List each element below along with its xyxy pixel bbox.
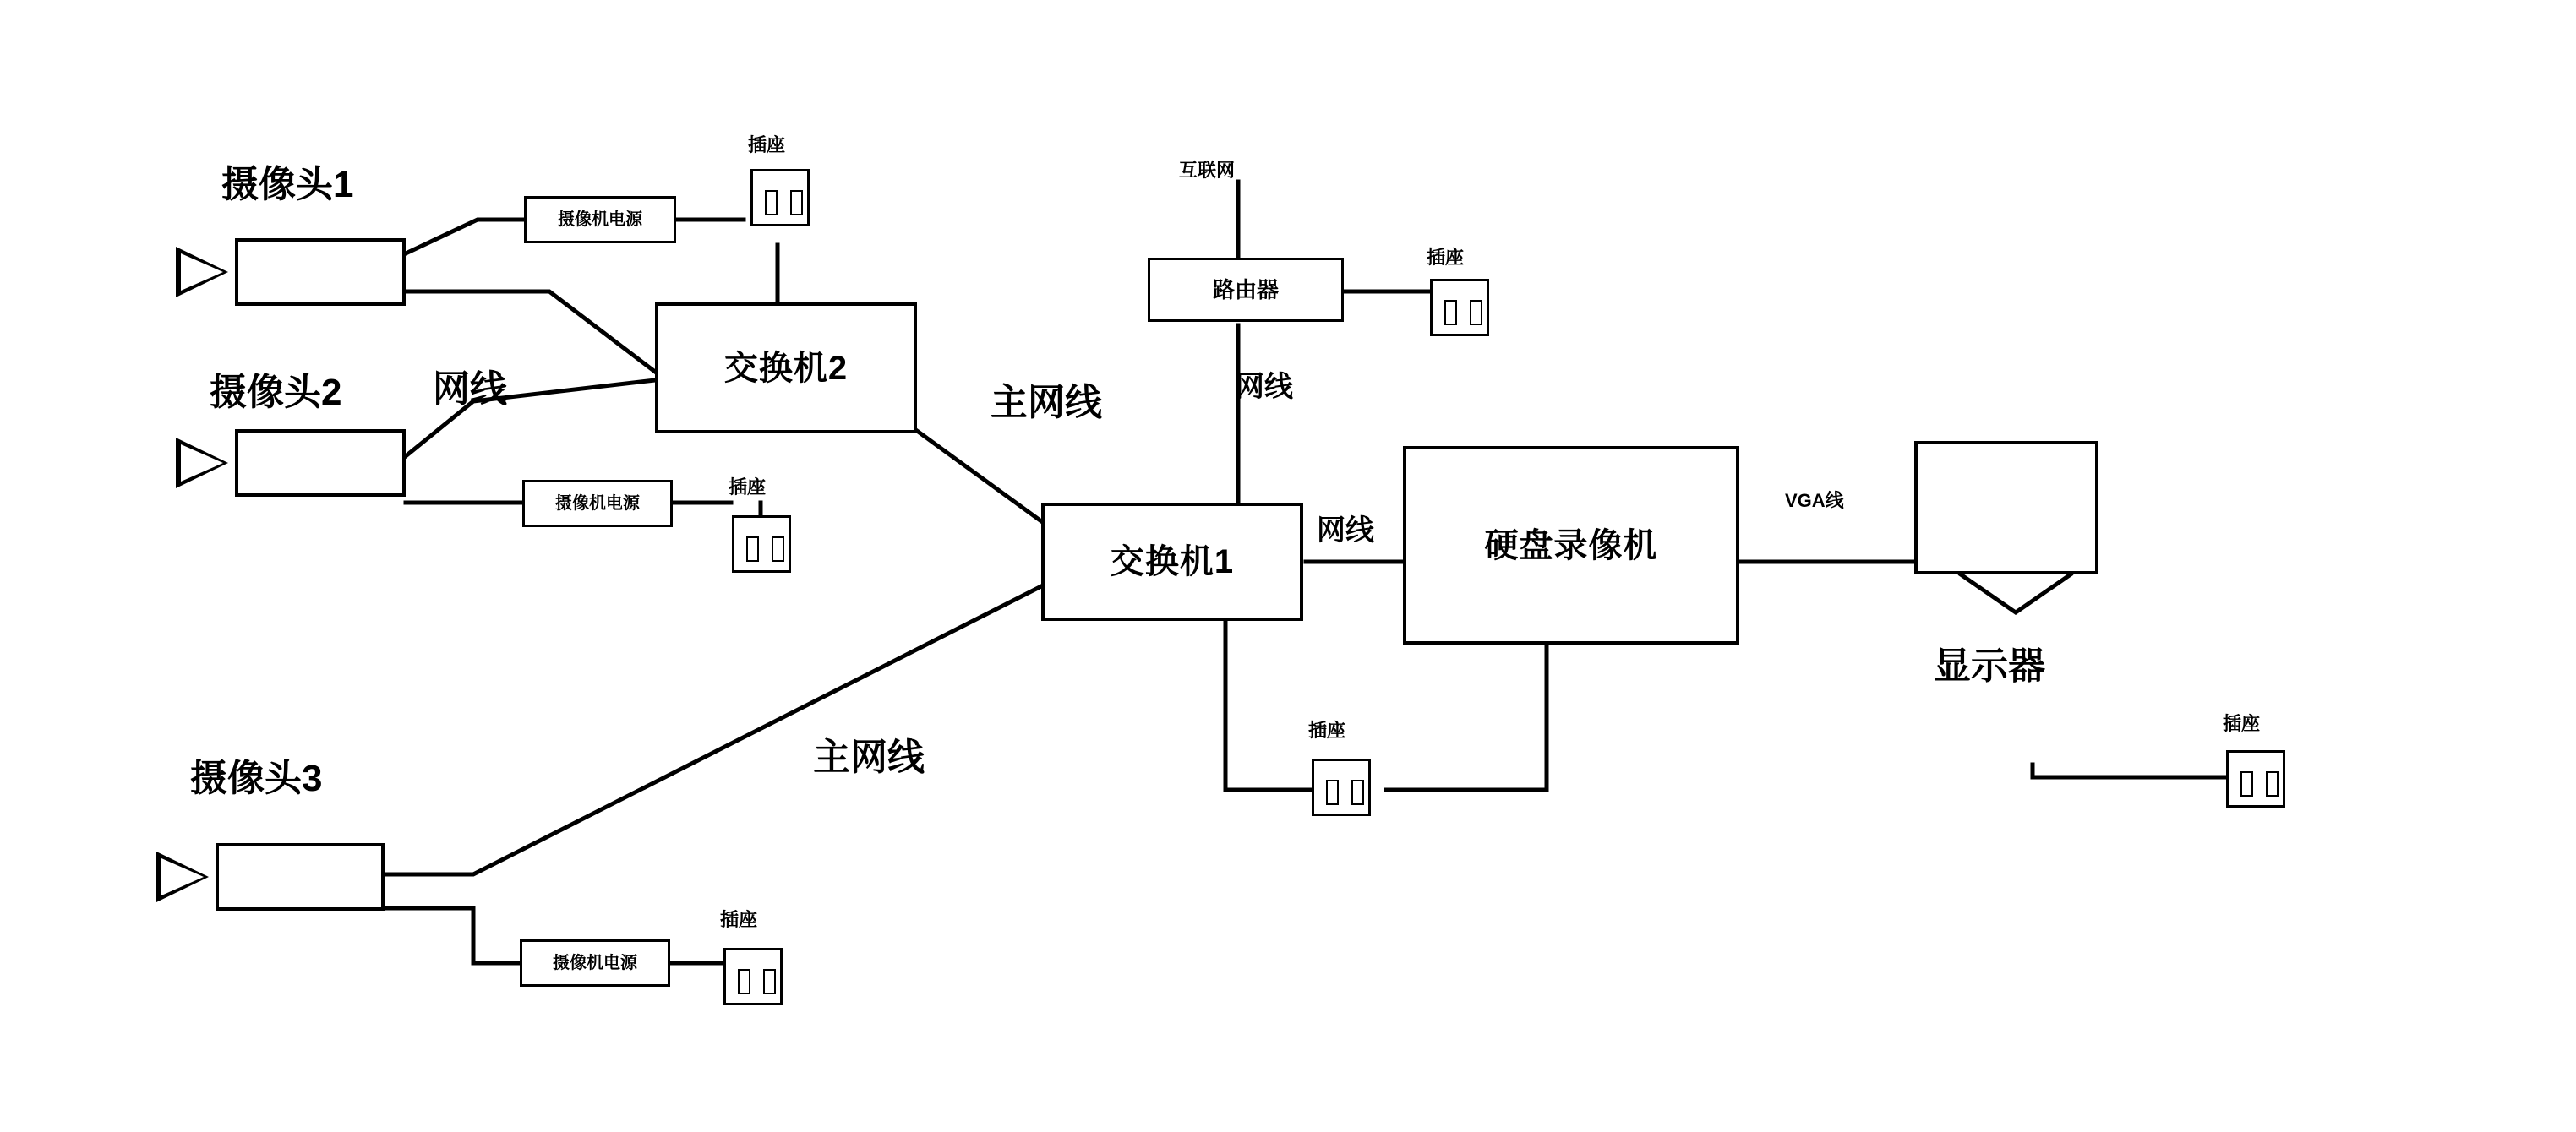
router: 路由器 (1148, 258, 1344, 322)
socket-6-label: 插座 (2223, 713, 2261, 734)
camera-power-3: 摄像机电源 (520, 939, 670, 987)
socket-3-icon (723, 948, 783, 1005)
monitor-screen (1914, 441, 2098, 574)
vga-cable-label: VGA线 (1785, 490, 1844, 511)
camera-power-1: 摄像机电源 (524, 196, 676, 243)
camera-1-label: 摄像头1 (221, 164, 354, 205)
socket-4-label: 插座 (1427, 247, 1465, 268)
socket-5-label: 插座 (1308, 720, 1346, 741)
monitor-label: 显示器 (1934, 645, 2045, 687)
socket-6-icon (2226, 750, 2285, 808)
camera-3-body (216, 843, 385, 911)
socket-1-icon (750, 169, 810, 226)
switch-2: 交换机2 (655, 302, 917, 433)
socket-2-label: 插座 (729, 476, 767, 498)
camera-1-lens-inner (181, 253, 223, 291)
socket-3-label: 插座 (720, 909, 758, 930)
main-cable-top-label: 主网线 (991, 382, 1102, 423)
socket-4-icon (1430, 279, 1489, 336)
camera-2-lens-inner (181, 444, 223, 482)
socket-2-icon (732, 515, 791, 573)
lan-cable-router-label: 网线 (1236, 371, 1293, 403)
camera-2-body (235, 429, 406, 497)
switch-1: 交换机1 (1041, 503, 1303, 621)
camera-2-label: 摄像头2 (210, 372, 342, 413)
lan-cable-cams-label: 网线 (433, 368, 507, 410)
main-cable-bottom-label: 主网线 (813, 737, 925, 778)
camera-power-2: 摄像机电源 (522, 480, 673, 527)
camera-3-lens-inner (161, 858, 204, 895)
socket-1-label: 插座 (748, 134, 786, 155)
camera-1-body (235, 238, 406, 306)
nvr: 硬盘录像机 (1403, 446, 1739, 645)
camera-3-label: 摄像头3 (190, 758, 323, 799)
lan-cable-nvr-label: 网线 (1317, 514, 1374, 547)
socket-5-icon (1312, 759, 1371, 816)
internet-label: 互联网 (1179, 160, 1236, 181)
